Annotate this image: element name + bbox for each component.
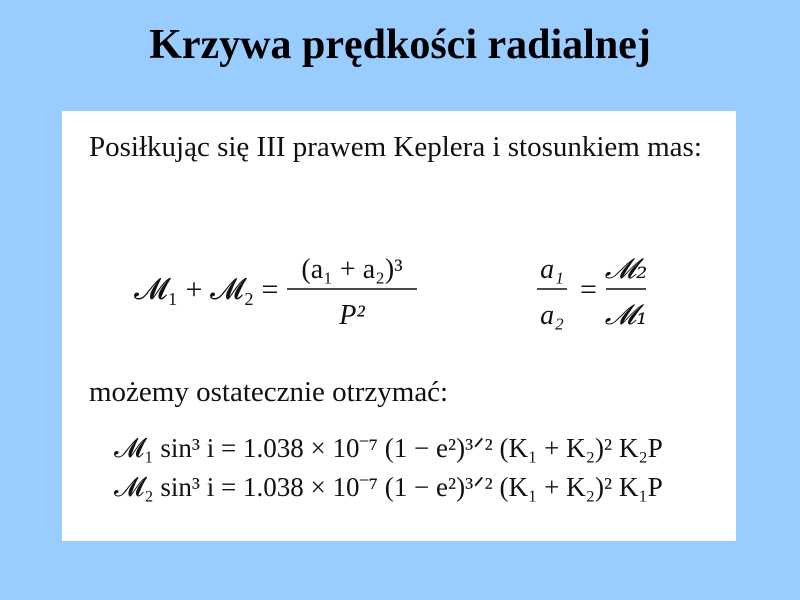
kepler-denominator: P² xyxy=(339,300,365,331)
ratio-lhs-denominator: a₂ xyxy=(540,300,564,331)
mass-function-1: 𝓜₁ sin³ i = 1.038 × 10⁻⁷ (1 − e²)³ᐟ² (K₁ + K₂)² K₂P xyxy=(114,433,663,463)
ratio-equals: = xyxy=(580,273,597,306)
ratio-rhs-denominator: 𝓜₁ xyxy=(604,298,648,331)
conclusion-text: możemy ostatecznie otrzymać: xyxy=(89,376,449,408)
kepler-numerator: (a₁ + a₂)³ xyxy=(301,254,403,285)
ratio-lhs-numerator: a₁ xyxy=(540,254,564,285)
kepler-lhs: 𝓜₁ + 𝓜₂ = xyxy=(134,273,279,306)
kepler-equation xyxy=(134,254,417,331)
intro-text: Posiłkując się III prawem Keplera i stosunkiem mas: xyxy=(89,131,702,163)
mass-function-2: 𝓜₂ sin³ i = 1.038 × 10⁻⁷ (1 − e²)³ᐟ² (K₁ + K₂)² K₁P xyxy=(114,472,663,502)
slide-title: Krzywa prędkości radialnej xyxy=(149,22,651,68)
ratio-equation xyxy=(537,252,647,331)
equations-figure xyxy=(62,111,736,541)
ratio-rhs-numerator: 𝓜₂ xyxy=(604,252,648,285)
content-panel xyxy=(62,111,736,541)
